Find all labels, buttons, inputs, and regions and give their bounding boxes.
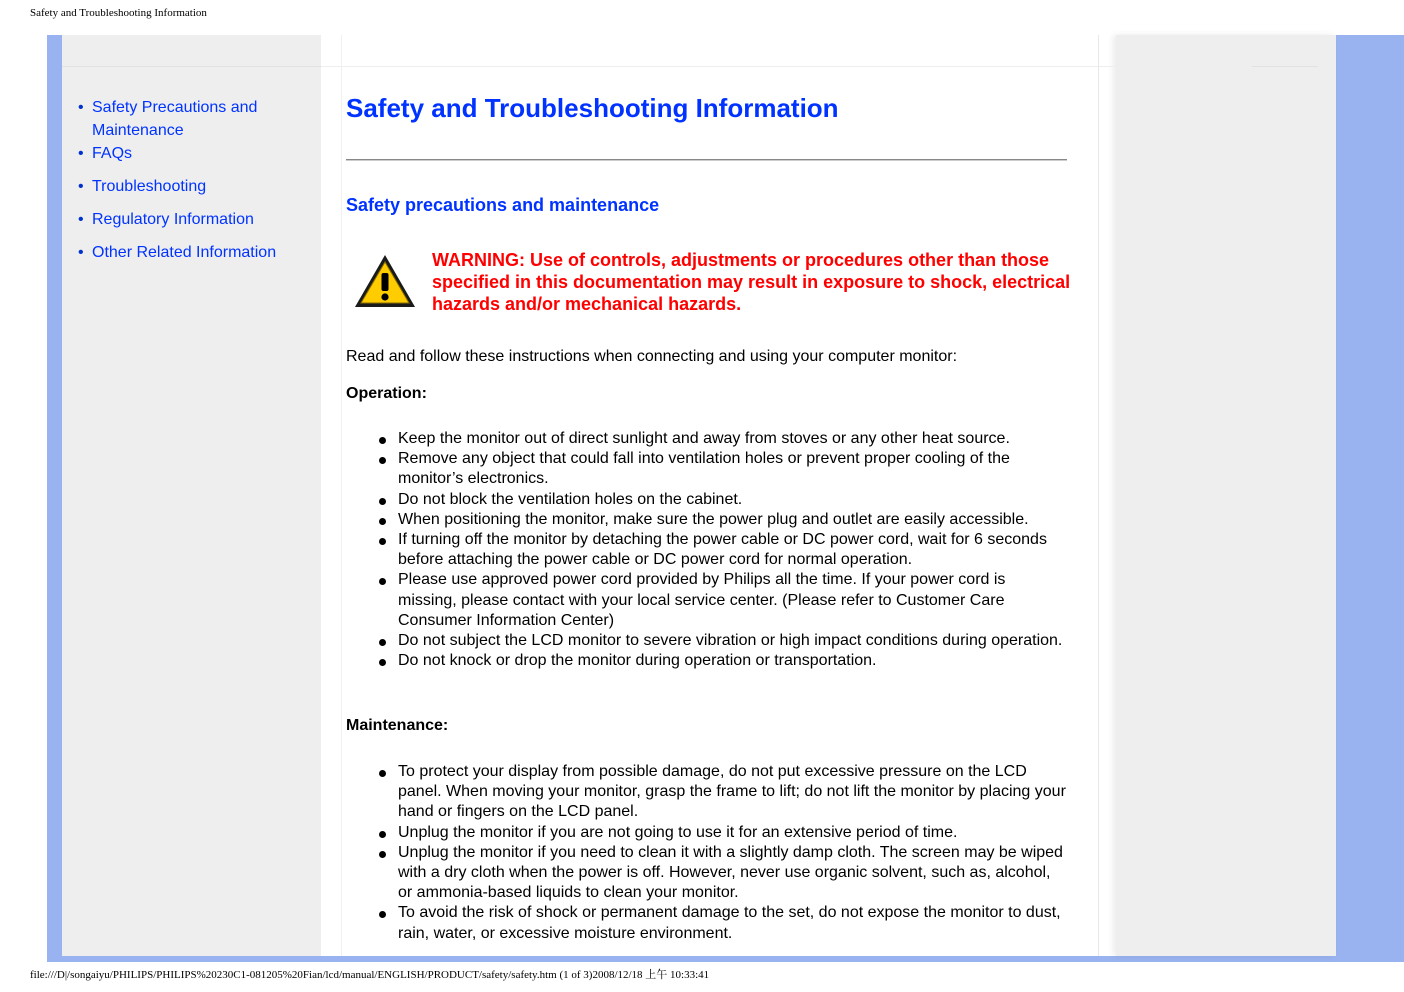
operation-item: Do not subject the LCD monitor to severe vibration or high impact conditions during operation.	[378, 631, 1068, 651]
frame-right-strip	[1336, 35, 1404, 961]
right-panel	[1116, 35, 1336, 956]
bullet-icon: •	[78, 244, 84, 261]
bullet-icon: •	[78, 178, 84, 195]
operation-heading: Operation:	[346, 385, 427, 402]
maintenance-item: Unplug the monitor if you need to clean it with a slightly damp cloth. The screen may be wiped with a dry cloth when the power is off. However, never use organic solvent, such as, alcohol, or ammonia-based liquids to clean your monitor.	[378, 843, 1068, 904]
content-left-border	[341, 35, 342, 956]
operation-item: Do not knock or drop the monitor during operation or transportation.	[378, 651, 1068, 671]
title-divider	[346, 159, 1067, 161]
bullet-icon: •	[78, 99, 84, 116]
warning-text: WARNING: Use of controls, adjustments or procedures other than those specified in this documentation may result in exposure to shock, electrical hazards and/or mechanical hazards.	[432, 250, 1071, 314]
operation-item: Please use approved power cord provided by Philips all the time. If your power cord is missing, please contact with your local service center. (Please refer to Customer Care Consumer Information Center)	[378, 570, 1068, 631]
nav-item-other-info	[78, 241, 313, 264]
maintenance-list	[378, 762, 1068, 944]
section-heading: Safety precautions and maintenance	[346, 195, 660, 215]
nav-link-other-info[interactable]: Other Related Information	[92, 244, 277, 261]
maintenance-item: Unplug the monitor if you are not going to use it for an extensive period of time.	[378, 823, 1068, 843]
operation-item: Remove any object that could fall into ventilation holes or prevent proper cooling of the monitor’s electronics.	[378, 449, 1068, 489]
content-right-border	[1098, 35, 1099, 956]
frame-bottom-strip	[47, 956, 1404, 962]
page-title: Safety and Troubleshooting Information	[346, 93, 839, 123]
bullet-icon: •	[78, 211, 84, 228]
sidebar-nav	[78, 96, 313, 264]
warning-triangle-icon	[352, 252, 418, 310]
maintenance-heading: Maintenance:	[346, 717, 449, 734]
intro-text: Read and follow these instructions when connecting and using your computer monitor:	[346, 348, 958, 365]
operation-item: Do not block the ventilation holes on the cabinet.	[378, 490, 1068, 510]
operation-list	[378, 429, 1068, 671]
bullet-icon: •	[78, 145, 84, 162]
maintenance-item: To protect your display from possible damage, do not put excessive pressure on the LCD panel. When moving your monitor, grasp the frame to lift; do not lift the monitor by placing your hand or fingers on the LCD panel.	[378, 762, 1068, 823]
nav-item-troubleshooting	[78, 175, 313, 198]
nav-link-troubleshooting[interactable]: Troubleshooting	[92, 178, 207, 195]
nav-item-faqs	[78, 142, 313, 165]
operation-item: Keep the monitor out of direct sunlight and away from stoves or any other heat source.	[378, 429, 1068, 449]
frame-left-strip	[47, 35, 62, 961]
nav-link-safety-precautions[interactable]: Safety Precautions and Maintenance	[92, 99, 258, 139]
nav-item-safety-precautions	[78, 96, 313, 142]
maintenance-item: To avoid the risk of shock or permanent damage to the set, do not expose the monitor to dust, rain, water, or excessive moisture environment.	[378, 903, 1068, 943]
nav-spacer	[78, 231, 313, 241]
print-header: Safety and Troubleshooting Information	[30, 7, 207, 19]
nav-link-faqs[interactable]: FAQs	[92, 145, 133, 162]
print-footer: file:///D|/songaiyu/PHILIPS/PHILIPS%20230C1-081205%20Fian/lcd/manual/ENGLISH/PRODUCT/safety/safety.htm (1 of 3)2008/12/18 上午 10:33:41	[30, 969, 710, 981]
nav-spacer	[78, 198, 313, 208]
operation-item: If turning off the monitor by detaching the power cable or DC power cord, wait for 6 seconds before attaching the power cable or DC power cord for normal operation.	[378, 530, 1068, 570]
nav-item-regulatory	[78, 208, 313, 231]
right-panel-divider	[1252, 66, 1318, 67]
content-top-divider	[321, 66, 1116, 67]
nav-spacer	[78, 165, 313, 175]
sidebar-divider	[62, 66, 321, 67]
operation-item: When positioning the monitor, make sure the power plug and outlet are easily accessible.	[378, 510, 1068, 530]
nav-link-regulatory[interactable]: Regulatory Information	[92, 211, 254, 228]
